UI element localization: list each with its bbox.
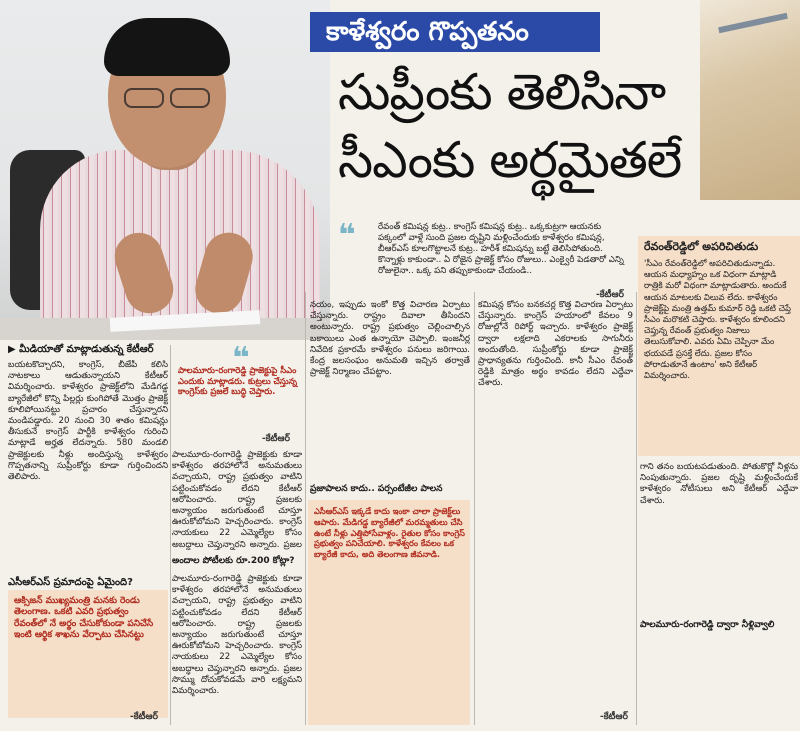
section-banner: కాళేశ్వరం గొప్పతనం <box>310 12 600 52</box>
sidebar-box-title: రేవంత్‌రెడ్డిలో అపరిచితుడు <box>644 240 759 253</box>
top-quote-credit: -కేటీఆర్ <box>596 290 624 300</box>
open-quote-icon: ❝ <box>338 218 356 253</box>
article-column-2b: పాలమూరు-రంగారెడ్డి ప్రాజెక్టుకు కూడా కాళేశ్వరం తరహాలోనే అనుమతులు వచ్చాయని, రాష్ట్ర ప్రభుత్వం వాటిని పట్టించుకోవడం లేదని కేటీఆర్ ఆరోపించారు. రాష్ట్ర ప్రజలకు అన్యాయం జరుగుతుంటే చూస్తూ ఊరుకోబోమని హెచ్చరించారు. కాంగ్రెస్ నాయకులు 22 ఎమ్మెల్యేల కోసం అబద్ధాలు చెప్తున్నారని అన్నారు. ప్రజల సొమ్ము దోచుకోవడమే వారి లక్ష్యమని విమర్శించారు. <box>172 574 302 697</box>
sidebar-box-body: 'సీఎం రేవంత్‌రెడ్డిలో అపరిచితుడున్నాడు. ఆయన మధ్యాహ్నం ఒక విధంగా మాట్లాడి రాత్రికి మరో విధంగా మాట్లాడుతారు. అందుకే ఆయన మాటలకు విలువ లేదు. కాళేశ్వరం ప్రాజెక్ట్‌పై మంత్రి ఉత్తమ్ కుమార్ రెడ్డి ఒకటి చెప్తే సీఎం మరొకటి చెప్తారు. కాళేశ్వరం కూలిందని చెప్తున్న రేవంత్ ప్రభుత్వం నిజాలు తెలుసుకోవాలి. ఎవరు ఏమి చెప్పినా మేం భయపడే ప్రసక్తే లేదు. ప్రజల కోసం పోరాడుతూనే ఉంటాం' అని కేటీఆర్ విమర్శించారు. <box>644 258 791 381</box>
subhead-col5: పాలమూరు-రంగారెడ్డి ద్వారా నీళ్లివ్వాలి <box>640 620 775 630</box>
pull-quote-center-text: ఎసీఆర్‌ఎస్ ఇక్కడే కాదు ఇంకా చాలా ప్రాజెక్ట్‌లు ఆపారు. మేడిగడ్డ బ్యారేజీలో మరమ్మతులు చేసి ఉంటే నీళ్లు ఎత్తిపోసేవాళ్లం. రైతుల కోసం కాంగ్రెస్ ప్రభుత్వం పనిచేయాలి. కాళేశ్వరం కేవలం ఒక బ్యారేజీ కాదు, అది తెలంగాణ జీవనాడి. <box>314 506 465 560</box>
glasses-right <box>170 88 210 108</box>
column-divider <box>170 345 171 725</box>
headline-line-2: సీఎంకు అర్థమైతలే <box>338 131 682 189</box>
article-column-5: గాని తనం బయటపడుతుంది. పోతుకొర్లో నీళ్లను నింపుతున్నారు. ప్రజల దృష్టి మళ్లించేందుకే కాళేశ్వరం నోటీసులు అని కేటీఆర్ ఎద్దేవా చేశారు. <box>640 462 798 506</box>
column-divider <box>474 292 475 725</box>
sidebar-box-aparichitudu <box>638 236 800 456</box>
glasses-left <box>124 88 164 108</box>
pull-quote-mid <box>172 341 300 415</box>
pull-quote-center <box>308 500 470 725</box>
article-column-1: బయటకొచ్చారని, కాంగ్రెస్, బీజేపీ కలిసి నాటకాలు ఆడుతున్నాయని కేటీఆర్ విమర్శించారు. కాళేశ్వరం ప్రాజెక్ట్‌లోని మేడిగడ్డ బ్యారేజీలో కొన్ని పిల్లర్లు కుంగిపోతే మొత్తం ప్రాజెక్ట్ కూలిపోయినట్టు ప్రచారం చేస్తున్నారని మండిపడ్డారు. 20 నుంచి 30 శాతం కమిషన్లు తీసుకునే కాంగ్రెస్ పార్టీకి కాళేశ్వరం గురించి మాట్లాడే అర్హత లేదన్నారు. 580 మండలి ప్రాజెక్టులకు నీళ్లు అందిస్తున్న కాళేశ్వరం గొప్పతనాన్ని సుప్రీంకోర్టు కూడా గుర్తించిందని తెలిపారు. <box>8 360 168 483</box>
subhead-col3: ప్రజాపాలన కాదు.. పర్సంటేజీల పాలన <box>310 484 443 494</box>
headline-line-1: సుప్రీంకు తెలిసినా <box>338 63 666 121</box>
photo-caption <box>8 343 154 357</box>
article-column-3: నయం, ఇప్పుడు ఇంకో కొత్త విచారణ ఏర్పాటు చేస్తున్నారు. రాష్ట్రం దివాలా తీసిందని అంటున్నారు. రాష్ట్ర ప్రభుత్వం చెల్లించాల్సిన బకాయిలు ఎంత ఉన్నాయో చెప్పాలి. ఇంజనీర్ల నివేదిక ప్రకారమే కాళేశ్వరం పనులు జరిగాయి. కేంద్ర జలసంఘం అనుమతి ఇచ్చిన తర్వాతే ప్రాజెక్ట్ నిర్మాణం చేపట్టాం. <box>310 300 470 378</box>
article-column-2: పాలమూరు-రంగారెడ్డి ప్రాజెక్టుకు కూడా కాళేశ్వరం తరహాలోనే అనుమతులు వచ్చాయని, రాష్ట్ర ప్రభుత్వం వాటిని పట్టించుకోవడం లేదని కేటీఆర్ ఆరోపించారు. రాష్ట్ర ప్రజలకు అన్యాయం జరుగుతుంటే చూస్తూ ఊరుకోబోమని హెచ్చరించారు. కాంగ్రెస్ నాయకులు 22 ఎమ్మెల్యేల కోసం అబద్ధాలు చెప్తున్నారని అన్నారు. ప్రజల <box>172 450 302 550</box>
hair-shape <box>104 18 230 76</box>
subhead-col1: ఎసీఆర్‌ఎస్ ప్రమాదంపై ఏమైంది? <box>8 577 133 588</box>
pull-quote-mid-text: పాలమూరు-రంగారెడ్డి ప్రాజెక్టుపై సీఎం ఎందుకు మాట్లాడరు. కుట్రలు చేస్తున్న కాంగ్రెస్‌కు ప్రజలే బుద్ధి చెప్తారు. <box>178 365 298 397</box>
pull-quote-center-credit: -కేటీఆర్ <box>600 712 628 722</box>
mid-quote-icon: ❝ <box>232 341 250 376</box>
pull-quote-left-credit: -కేటీఆర్ <box>130 712 158 722</box>
caption-text: మీడియాతో మాట్లాడుతున్న కేటీఆర్ <box>19 344 154 355</box>
subhead-col2: అందాల పోటీలకు రూ.200 కోట్లా? <box>172 556 295 566</box>
pull-quote-left-text: ఆక్సిజన్ ముఖ్యమంత్రి మనకు రెండు తెలంగాణ. ఒకటి ఎవరి ప్రభుత్వం రేవంత్‌లో నే అర్థం చేసుకోకుండా పనిచేసే ఇంటి ఆర్థిక శాఖను వేర్పాటు చేసినట్టు <box>14 596 154 641</box>
pull-quote-mid-credit: -కేటీఆర్ <box>262 434 290 444</box>
column-divider <box>305 292 306 725</box>
caption-arrow-icon: ▶ <box>8 344 20 355</box>
shirt-shape <box>40 150 320 340</box>
ktr-photo <box>0 0 330 340</box>
article-column-4: కమిషన్ల కోసం బనకచర్ల కొత్త విచారణ ఏర్పాటు చేస్తున్నారు. కాంగ్రెస్ హయాంలో కేవలం 9 రోజుల్లోనే రిపోర్ట్ ఇచ్చారు. కాళేశ్వరం ప్రాజెక్ట్ ద్వారా లక్షలాది ఎకరాలకు సాగునీరు అందుతోంది. సుప్రీంకోర్టు కూడా ప్రాజెక్ట్ ప్రాధాన్యతను గుర్తించింది. కానీ సీఎం రేవంత్ రెడ్డికి మాత్రం అర్థం కావడం లేదని ఎద్దేవా చేశారు. <box>478 300 633 389</box>
dam-photo <box>700 0 800 200</box>
top-quote <box>338 218 630 284</box>
pull-quote-left <box>8 590 168 718</box>
top-quote-text: రేవంత్ కమిషన్ల కుట్ర.. కాంగ్రెస్ కమిషన్ల కుట్ర.. ఒక్కకుట్రగా ఆయనకు పక్కంలో వాళ్లే సుంది ప్రజల దృష్టిని మళ్లించేందుకు కాళేశ్వరం కమిషన్ల, బీఆర్ఎస్ కూలగొట్టాలనే కుట్ర.. హరీశ్ కమిషన్ను బట్టే తెలిసిపోతుంది. కొన్నాళ్లు కాకుండా.. ఏ రోజైన ప్రాజెక్ట్ కోసం రోజులు.. ఎంక్వైరీ పెడతారో ఎన్ని రోజులైనా.. ఒక్క పని తప్పుకాకుండా చేయండి.. <box>378 222 624 276</box>
column-divider <box>636 292 637 725</box>
